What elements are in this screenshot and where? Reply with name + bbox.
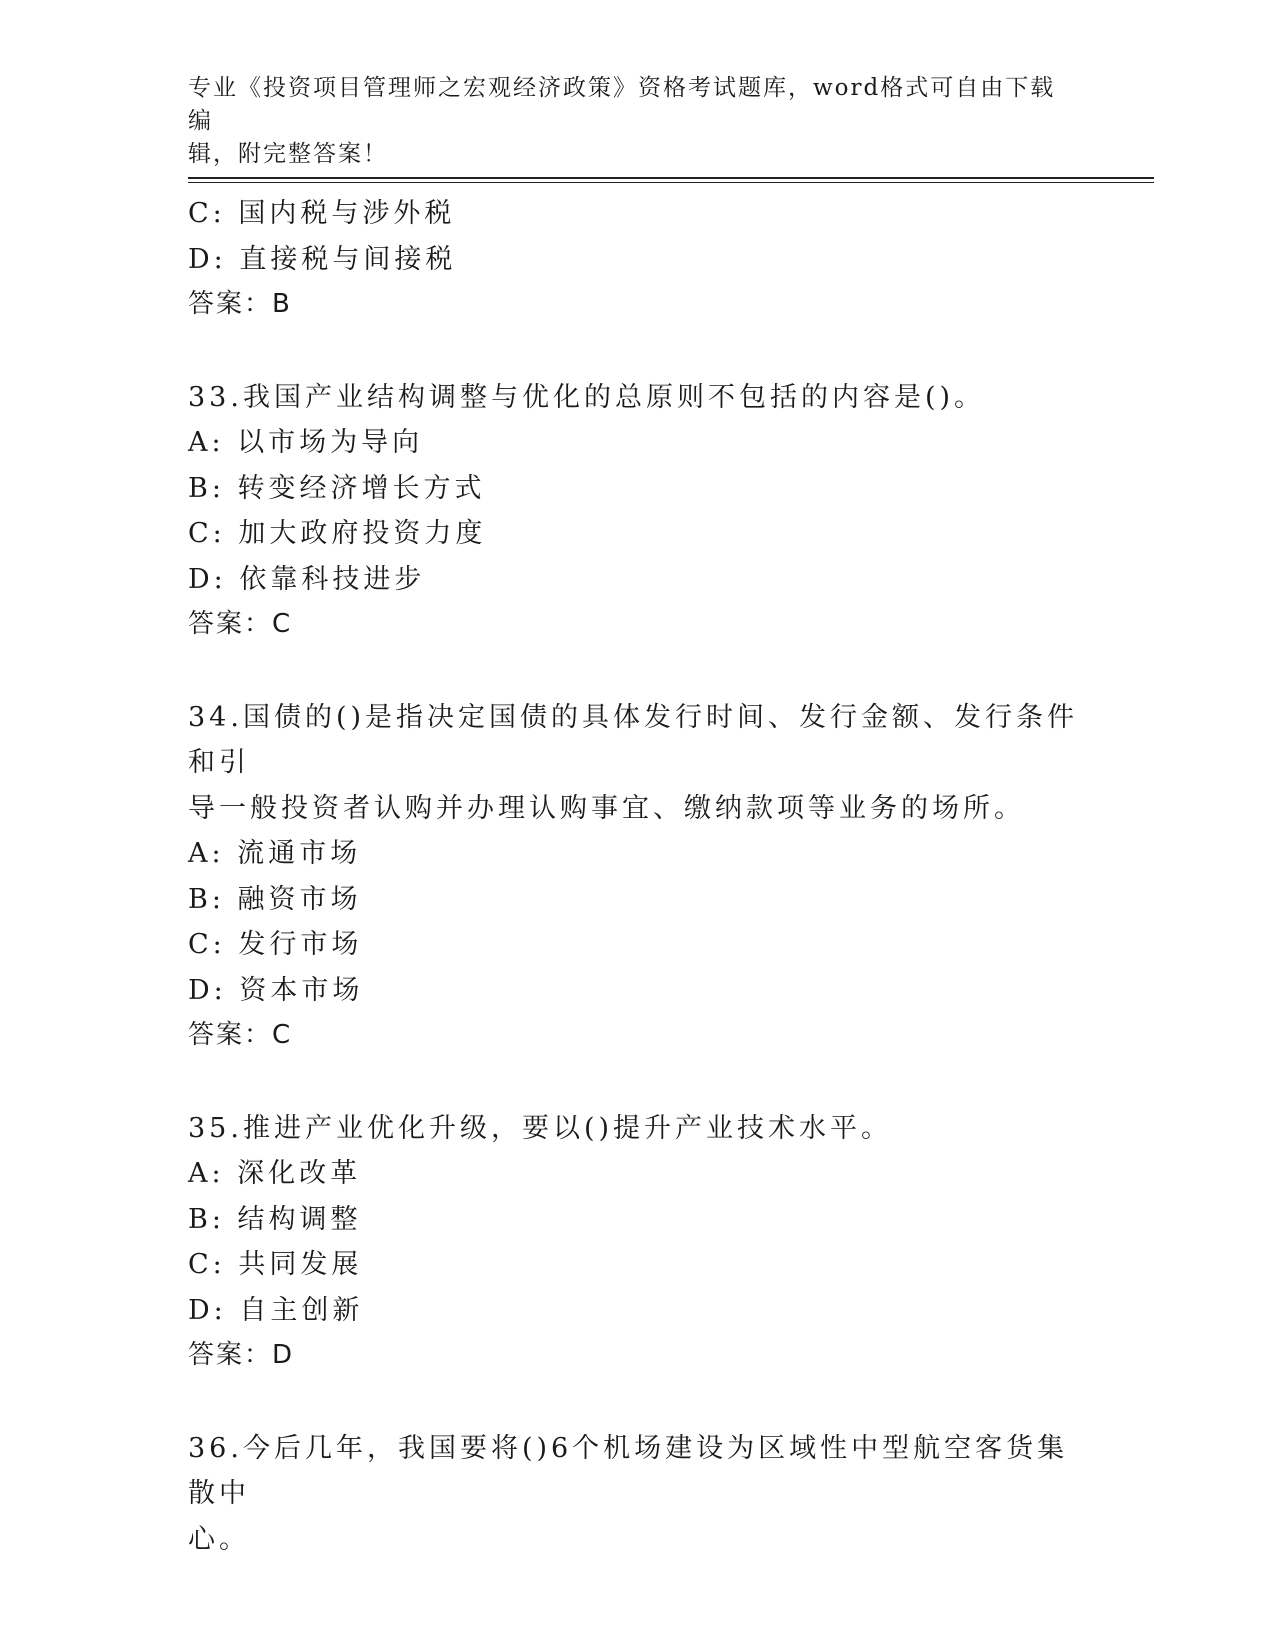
question-34 — [188, 695, 1088, 1059]
option-c: C: 发行市场 — [188, 929, 363, 960]
question-text-line-2: 导一般投资者认购并办理认购事宜、缴纳款项等业务的场所。 — [188, 792, 1025, 824]
option-b: B: 融资市场 — [188, 883, 362, 915]
question-text-line-1: 36.今后几年，我国要将()6个机场建设为区域性中型航空客货集散中 — [188, 1432, 1069, 1509]
spacer — [188, 1059, 1088, 1106]
header-divider — [188, 177, 1154, 179]
spacer — [188, 328, 1088, 375]
answer: 答案：C — [188, 609, 293, 639]
option-b: B: 转变经济增长方式 — [188, 472, 486, 504]
spacer — [188, 648, 1088, 695]
option-a: A: 以市场为导向 — [188, 427, 424, 458]
question-35 — [188, 1106, 1088, 1379]
option-d: D: 依靠科技进步 — [188, 563, 426, 595]
header-line-1: 专业《投资项目管理师之宏观经济政策》资格考试题库，word格式可自由下载编 — [188, 75, 1056, 134]
question-text-line-1: 34.国债的()是指决定国债的具体发行时间、发行金额、发行条件和引 — [188, 701, 1079, 778]
answer: 答案：C — [188, 1020, 293, 1050]
option-b: B: 结构调整 — [188, 1203, 362, 1235]
option-c: C: 国内税与涉外税 — [188, 198, 456, 229]
option-c: C: 共同发展 — [188, 1249, 363, 1280]
question-text: 35.推进产业优化升级，要以()提升产业技术水平。 — [188, 1112, 893, 1144]
question-33 — [188, 375, 1088, 648]
question-text-line-2: 心。 — [188, 1523, 250, 1555]
option-c: C: 加大政府投资力度 — [188, 518, 487, 549]
document-body — [188, 191, 1088, 1562]
option-d: D: 自主创新 — [188, 1294, 364, 1326]
header-divider-thin — [188, 182, 1154, 183]
question-36 — [188, 1426, 1088, 1563]
answer: 答案：D — [188, 1340, 295, 1370]
option-a: A: 深化改革 — [188, 1158, 362, 1189]
answer: 答案：B — [188, 289, 292, 319]
spacer — [188, 1379, 1088, 1426]
question-text: 33.我国产业结构调整与优化的总原则不包括的内容是()。 — [188, 381, 986, 413]
option-d: D: 直接税与间接税 — [188, 243, 457, 275]
previous-question-block — [188, 191, 1088, 328]
option-a: A: 流通市场 — [188, 838, 362, 869]
option-d: D: 资本市场 — [188, 974, 364, 1006]
header-line-2: 辑，附完整答案！ — [188, 141, 388, 167]
document-header — [188, 72, 1068, 171]
